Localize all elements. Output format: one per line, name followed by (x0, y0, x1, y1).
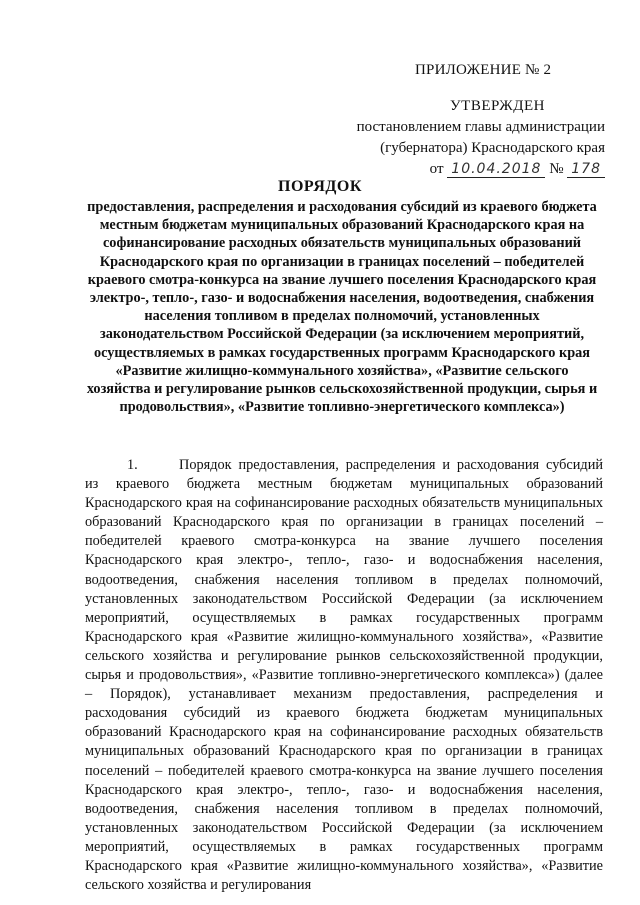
approved-heading: УТВЕРЖДЕН (450, 98, 545, 114)
handwritten-number: 178 (567, 161, 605, 178)
date-number-line (330, 159, 605, 180)
approval-line-1: постановлением главы администрации (356, 119, 605, 135)
date-prefix: от (429, 161, 444, 177)
document-subtitle: предоставления, распределения и расходования субсидий из краевого бюджета местным бюджетам муниципальных образований Краснодарского края на софинансирование расходных обязательств муниципальных образований Краснодарского края по организации в границах поселений – победителей краевого смотра-конкурса на звание лучшего поселения Краснодарского края электро-, тепло-, газо- и водоснабжения населения, водоотведения, снабжения населения топливом в пределах полномочий, установленных законодательством Российской Федерации (за исключением мероприятий, осуществляемых в рамках государственных программ Краснодарского края «Развитие жилищно-коммунального хозяйства», «Развитие сельского хозяйства и регулирование рынков сельскохозяйственной продукции, сырья и продовольствия», «Развитие топливно-энергетического комплекса») (86, 199, 598, 416)
paragraph-number: 1. (127, 457, 138, 473)
paragraph-text: Порядок предоставления, распределения и расходования субсидий из краевого бюджета местным бюджетам муниципальных образований Краснодарского края на софинансирование расходных обязательств муниципальных образований Краснодарского края по организации в границах поселений – победителей краевого смотра-конкурса на звание лучшего поселения Краснодарского края электро-, тепло-, газо- и водоснабжения населения, водоотведения, снабжения населения топливом в пределах полномочий, установленных законодательством Российской Федерации (за исключением мероприятий, осуществляемых в рамках государственных программ Краснодарского края «Развитие жилищно-коммунального хозяйства», «Развитие сельского хозяйства и регулирование рынков сельскохозяйственной продукции, сырья и продовольствия», «Развитие топливно-энергетического комплекса») (далее – Порядок), устанавливает механизм предоставления, распределения и расходования субсидий из краевого бюджета бюджетам муниципальных образований Краснодарского края на софинансирование расходных обязательств муниципальных образований Краснодарского края по организации в границах поселений – победителей краевого смотра-конкурса на звание лучшего поселения Краснодарского края электро-, тепло-, газо- и водоснабжения населения, водоотведения, снабжения населения топливом в пределах полномочий, установленных законодательством Российской Федерации (за исключением мероприятий, осуществляемых в рамках государственных программ Краснодарского края «Развитие жилищно-коммунального хозяйства», «Развитие сельского хозяйства и регулирования (85, 457, 603, 894)
paragraph-1 (85, 456, 603, 895)
approval-line-2: (губернатора) Краснодарского края (380, 140, 605, 156)
handwritten-date: 10.04.2018 (447, 161, 545, 178)
approval-block (330, 96, 605, 180)
number-prefix: № (549, 161, 564, 177)
appendix-label: ПРИЛОЖЕНИЕ № 2 (415, 62, 552, 78)
document-title: ПОРЯДОК (278, 178, 362, 195)
